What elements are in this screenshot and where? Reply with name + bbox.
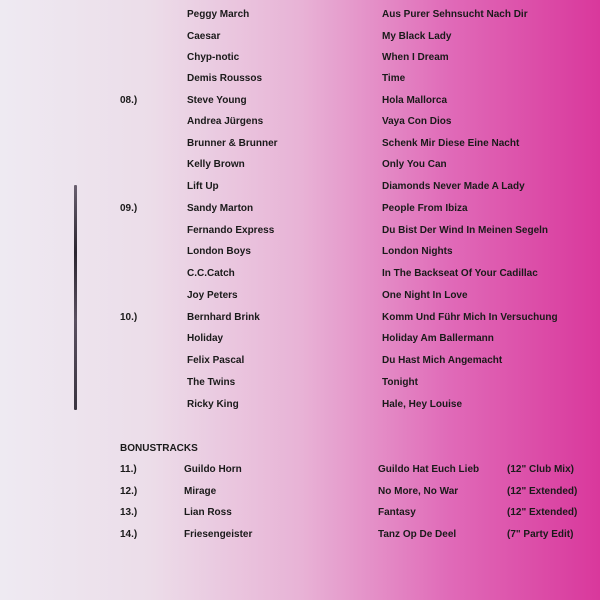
- track-artist: Demis Roussos: [187, 73, 263, 84]
- track-title: No More, No War: [378, 486, 459, 497]
- track-title: My Black Lady: [382, 31, 452, 42]
- track-artist: Lift Up: [187, 181, 219, 192]
- track-row: [0, 180, 600, 194]
- bonus-track-row: [0, 485, 600, 499]
- track-artist: Holiday: [187, 333, 224, 344]
- track-artist: Caesar: [187, 31, 221, 42]
- track-row: [0, 202, 600, 216]
- track-number: 14.): [120, 529, 138, 540]
- track-title: London Nights: [382, 246, 453, 257]
- track-artist: Bernhard Brink: [187, 312, 260, 323]
- track-row: [0, 8, 600, 22]
- track-title: When I Dream: [382, 52, 449, 63]
- track-row: [0, 354, 600, 368]
- track-row: [0, 224, 600, 238]
- track-artist: Felix Pascal: [187, 355, 245, 366]
- track-row: [0, 376, 600, 390]
- track-artist: Lian Ross: [184, 507, 232, 518]
- track-artist: Guildo Horn: [184, 464, 242, 475]
- track-artist: Steve Young: [187, 95, 247, 106]
- track-row: [0, 289, 600, 303]
- track-mix-version: (12" Club Mix): [507, 464, 574, 475]
- track-number: 11.): [120, 464, 137, 475]
- track-row: [0, 311, 600, 325]
- track-title: Hale, Hey Louise: [382, 399, 463, 410]
- track-artist: Joy Peters: [187, 290, 238, 301]
- track-title: Schenk Mir Diese Eine Nacht: [382, 138, 520, 149]
- track-row: [0, 115, 600, 129]
- track-artist: Sandy Marton: [187, 203, 254, 214]
- track-title: Guildo Hat Euch Lieb: [378, 464, 480, 475]
- track-row: [0, 30, 600, 44]
- track-title: Diamonds Never Made A Lady: [382, 181, 525, 192]
- track-row: [0, 72, 600, 86]
- track-title: Hola Mallorca: [382, 95, 448, 106]
- track-title: People From Ibiza: [382, 203, 468, 214]
- track-title: Vaya Con Dios: [382, 116, 452, 127]
- bonus-track-row: [0, 506, 600, 520]
- track-row: [0, 158, 600, 172]
- bonus-track-row: [0, 463, 600, 477]
- track-artist: Peggy March: [187, 9, 250, 20]
- track-title: Komm Und Führ Mich In Versuchung: [382, 312, 558, 323]
- track-mix-version: (12" Extended): [507, 507, 578, 518]
- track-title: Holiday Am Ballermann: [382, 333, 494, 344]
- track-row: [0, 332, 600, 346]
- track-title: One Night In Love: [382, 290, 468, 301]
- track-artist: London Boys: [187, 246, 251, 257]
- track-artist: The Twins: [187, 377, 236, 388]
- track-artist: Kelly Brown: [187, 159, 245, 170]
- track-artist: Mirage: [184, 486, 217, 497]
- track-title: Time: [382, 73, 406, 84]
- bonus-tracks-heading: BONUSTRACKS: [120, 443, 198, 454]
- track-mix-version: (12" Extended): [507, 486, 578, 497]
- bonus-track-row: [0, 528, 600, 542]
- track-artist: Brunner & Brunner: [187, 138, 278, 149]
- track-row: [0, 267, 600, 281]
- track-title: Du Hast Mich Angemacht: [382, 355, 503, 366]
- track-artist: Fernando Express: [187, 225, 275, 236]
- track-artist: Ricky King: [187, 399, 239, 410]
- track-row: [0, 137, 600, 151]
- track-mix-version: (7" Party Edit): [507, 529, 574, 540]
- track-number: 12.): [120, 486, 138, 497]
- track-title: Aus Purer Sehnsucht Nach Dir: [382, 9, 528, 20]
- track-number: 13.): [120, 507, 138, 518]
- track-number: 10.): [120, 312, 138, 323]
- track-number: 09.): [120, 203, 138, 214]
- track-title: Fantasy: [378, 507, 416, 518]
- track-artist: C.C.Catch: [187, 268, 235, 279]
- track-row: [0, 398, 600, 412]
- track-number: 08.): [120, 95, 138, 106]
- track-artist: Chyp-notic: [187, 52, 240, 63]
- track-title: Tanz Op De Deel: [378, 529, 457, 540]
- track-title: Du Bist Der Wind In Meinen Segeln: [382, 225, 549, 236]
- track-title: Tonight: [382, 377, 418, 388]
- track-row: [0, 51, 600, 65]
- track-row: [0, 94, 600, 108]
- track-title: Only You Can: [382, 159, 447, 170]
- track-row: [0, 245, 600, 259]
- track-title: In The Backseat Of Your Cadillac: [382, 268, 538, 279]
- track-artist: Andrea Jürgens: [187, 116, 264, 127]
- track-artist: Friesengeister: [184, 529, 253, 540]
